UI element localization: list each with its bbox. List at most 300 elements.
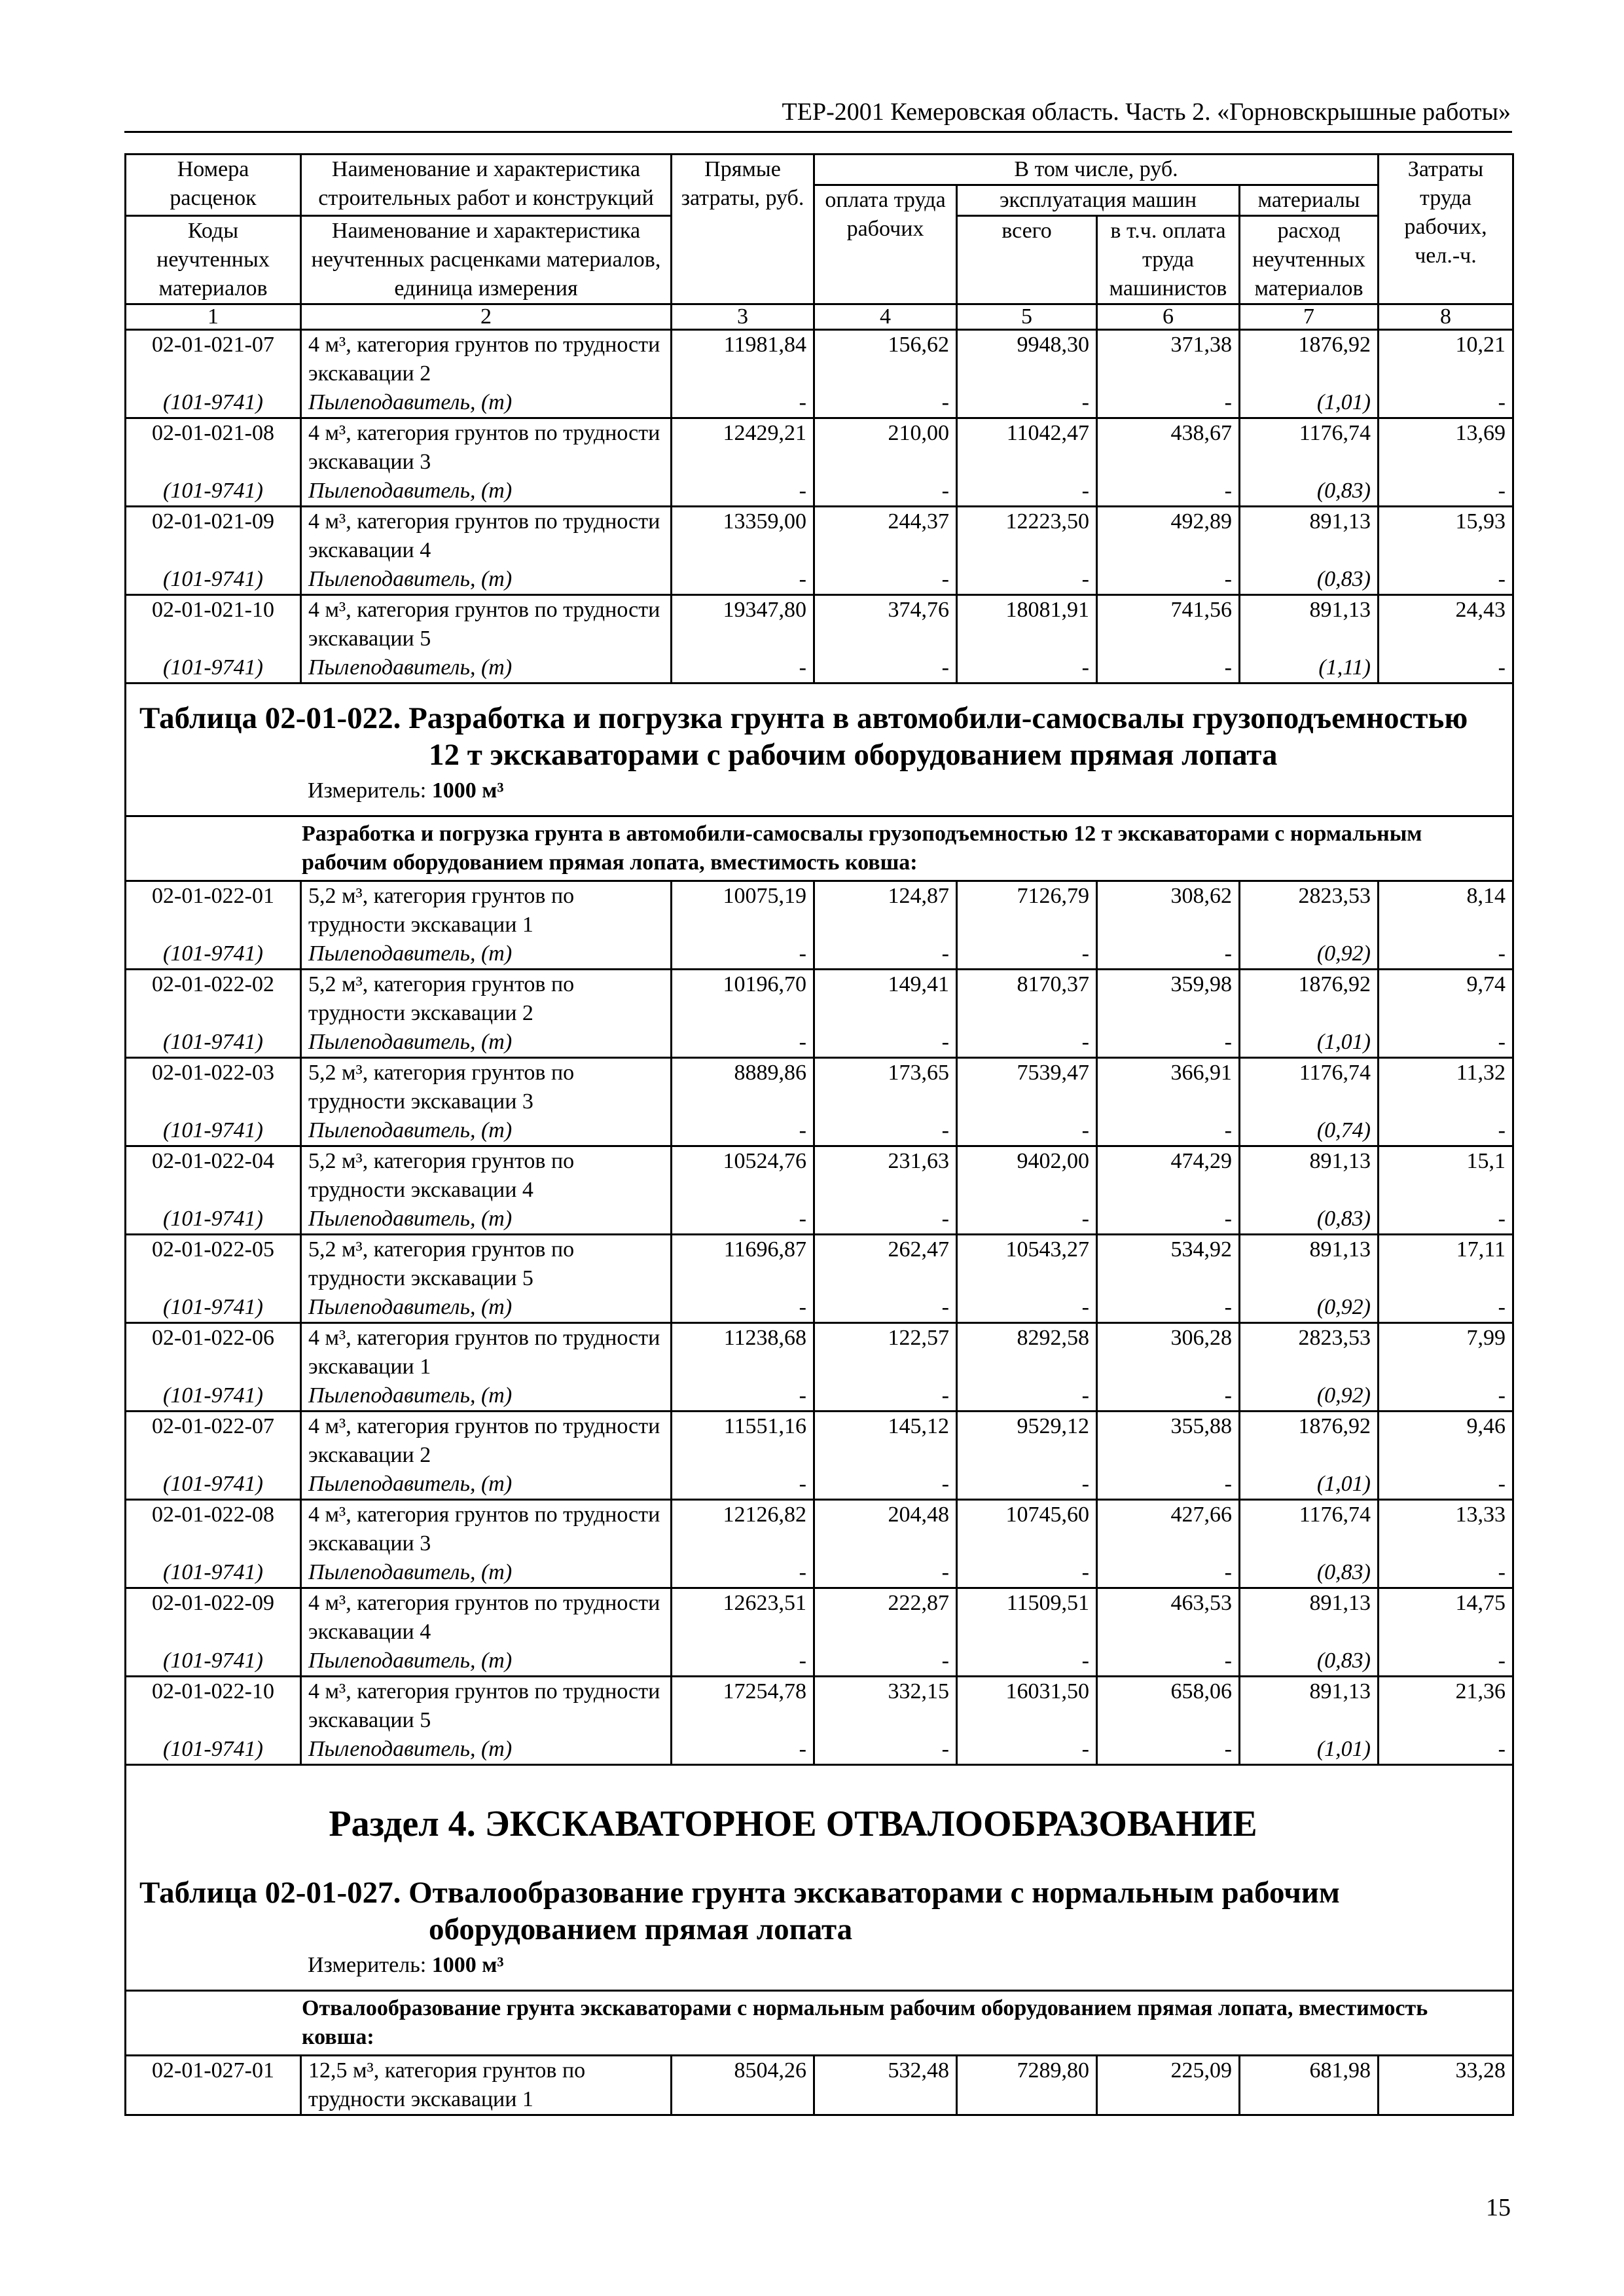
rate-code-cell: [126, 330, 301, 418]
rate-code-cell: [126, 1323, 301, 1412]
direct-costs: 8889,86: [734, 1061, 806, 1085]
rows-021: [126, 330, 1513, 683]
rate-code: 02-01-022-04: [152, 1149, 274, 1173]
materials-cost: 681,98: [1309, 2058, 1371, 2083]
worker-pay: 122,57: [888, 1326, 949, 1350]
section-4-row: [126, 1765, 1513, 1991]
rate-name-cell: [301, 881, 672, 970]
machinists-pay: 306,28: [1170, 1326, 1232, 1350]
empty-dash: -: [799, 1118, 806, 1142]
header-in-total: В том числе, руб.: [814, 155, 1379, 185]
material-name: Пылеподавитель, (т): [308, 1649, 513, 1673]
labor-hours-cell: [1379, 1677, 1513, 1765]
rate-name-cell: [301, 1323, 672, 1412]
rate-code: 02-01-022-08: [152, 1503, 274, 1527]
machines-total: 7126,79: [1017, 884, 1089, 908]
rate-name: 5,2 м³, категория грунтов по трудности экскавации 4: [308, 1149, 575, 1202]
materials-cost-cell: [1240, 1677, 1379, 1765]
rate-code: 02-01-021-08: [152, 421, 274, 445]
machines-total: 12223,50: [1005, 509, 1089, 534]
rate-code-cell: [126, 595, 301, 683]
labor-hours: 15,1: [1466, 1149, 1506, 1173]
materials-cost: 891,13: [1309, 1679, 1371, 1704]
worker-pay: 210,00: [888, 421, 949, 445]
table-022-group-row: [126, 816, 1513, 881]
machines-total: 7289,80: [1017, 2058, 1089, 2083]
empty-dash: -: [1224, 1649, 1232, 1673]
empty-dash: -: [1224, 1560, 1232, 1584]
material-name: Пылеподавитель, (т): [308, 1118, 513, 1142]
machines-total: 9402,00: [1017, 1149, 1089, 1173]
rows-022: [126, 881, 1513, 1765]
header-material-names: Наименование и характеристика неучтенных расценками материалов, единица измерения: [301, 216, 672, 304]
machines-total-cell: [957, 1235, 1097, 1323]
materials-cost: 2823,53: [1298, 1326, 1371, 1350]
material-quantity: (0,92): [1316, 1295, 1371, 1319]
worker-pay-cell: [814, 1677, 957, 1765]
empty-dash: -: [1498, 390, 1506, 414]
direct-costs: 12623,51: [723, 1591, 806, 1615]
rate-code: 02-01-022-06: [152, 1326, 274, 1350]
material-name: Пылеподавитель, (т): [308, 479, 513, 503]
worker-pay: 532,48: [888, 2058, 949, 2083]
header-direct-costs: Прямые затраты, руб.: [672, 155, 814, 304]
worker-pay-cell: [814, 1058, 957, 1146]
empty-dash: -: [1081, 1207, 1089, 1231]
material-quantity: (1,11): [1318, 655, 1371, 680]
rate-name: 4 м³, категория грунтов по трудности экскавации 5: [308, 1679, 660, 1732]
header-rate-numbers: Номера расценок: [126, 155, 301, 216]
rate-code-cell: [126, 1058, 301, 1146]
rate-code: 02-01-022-07: [152, 1414, 274, 1438]
direct-costs-cell: [672, 1588, 814, 1677]
empty-dash: -: [799, 1649, 806, 1673]
materials-cost-cell: [1240, 1058, 1379, 1146]
material-quantity: (1,01): [1316, 1472, 1371, 1496]
material-quantity: (1,01): [1316, 390, 1371, 414]
direct-costs-cell: [672, 595, 814, 683]
materials-cost-cell: [1240, 507, 1379, 595]
machinists-pay: 474,29: [1170, 1149, 1232, 1173]
machines-total-cell: [957, 1588, 1097, 1677]
machinists-pay: 308,62: [1170, 884, 1232, 908]
labor-hours: 8,14: [1466, 884, 1506, 908]
table-027-title: Таблица 02-01-027. Отвалообразование грунта экскаваторами с нормальным рабочим оборудованием прямая лопата: [139, 1876, 1340, 1946]
machinists-pay-cell: [1097, 418, 1240, 507]
machinists-pay-cell: [1097, 507, 1240, 595]
empty-dash: -: [1081, 1030, 1089, 1054]
machines-total: 11509,51: [1006, 1591, 1089, 1615]
direct-costs: 12429,21: [723, 421, 806, 445]
material-name: Пылеподавитель, (т): [308, 1030, 513, 1054]
machinists-pay-cell: [1097, 970, 1240, 1058]
empty-dash: -: [1498, 655, 1506, 680]
worker-pay-cell: [814, 595, 957, 683]
machines-total: 10543,27: [1005, 1237, 1089, 1262]
material-code: (101-9741): [163, 1030, 263, 1054]
rate-code-cell: [126, 507, 301, 595]
header-work-name: Наименование и характеристика строительных работ и конструкций: [301, 155, 672, 216]
section-4-block: [126, 1765, 1513, 1991]
worker-pay: 374,76: [888, 598, 949, 622]
direct-costs-cell: [672, 418, 814, 507]
labor-hours: 13,69: [1455, 421, 1506, 445]
worker-pay-cell: [814, 330, 957, 418]
direct-costs: 11238,68: [723, 1326, 806, 1350]
machines-total-cell: [957, 330, 1097, 418]
meter-value: 1000 м³: [431, 778, 504, 803]
labor-hours-cell: [1379, 418, 1513, 507]
direct-costs-cell: [672, 330, 814, 418]
rate-row: [126, 1677, 1513, 1765]
materials-cost: 891,13: [1309, 1149, 1371, 1173]
rate-code-cell: [126, 1412, 301, 1500]
empty-dash: -: [1081, 1560, 1089, 1584]
empty-dash: -: [1081, 1649, 1089, 1673]
rate-name: 5,2 м³, категория грунтов по трудности экскавации 5: [308, 1237, 575, 1290]
empty-dash: -: [1081, 567, 1089, 591]
worker-pay-cell: [814, 2056, 957, 2115]
worker-pay-cell: [814, 1500, 957, 1588]
empty-dash: -: [1224, 655, 1232, 680]
machinists-pay: 492,89: [1170, 509, 1232, 534]
column-index: 4: [814, 304, 957, 330]
machinists-pay: 371,38: [1170, 333, 1232, 357]
material-name: Пылеподавитель, (т): [308, 390, 513, 414]
header-material-consumption: расход неучтенных материалов: [1240, 216, 1379, 304]
table-027-meter: [139, 1952, 1499, 1979]
rate-row: [126, 1588, 1513, 1677]
labor-hours-cell: [1379, 1323, 1513, 1412]
rate-row: [126, 1500, 1513, 1588]
worker-pay-cell: [814, 1146, 957, 1235]
machinists-pay: 658,06: [1170, 1679, 1232, 1704]
labor-hours: 9,74: [1466, 972, 1506, 996]
empty-dash: -: [799, 655, 806, 680]
rate-name: 4 м³, категория грунтов по трудности экскавации 3: [308, 421, 660, 474]
column-index: 7: [1240, 304, 1379, 330]
empty-dash: -: [1081, 1737, 1089, 1761]
material-name: Пылеподавитель, (т): [308, 1207, 513, 1231]
direct-costs: 13359,00: [723, 509, 806, 534]
labor-hours-cell: [1379, 1146, 1513, 1235]
labor-hours: 21,36: [1455, 1679, 1506, 1704]
rate-name-cell: [301, 507, 672, 595]
material-code: (101-9741): [163, 941, 263, 966]
material-name: Пылеподавитель, (т): [308, 1737, 513, 1761]
rate-name: 4 м³, категория грунтов по трудности экскавации 5: [308, 598, 660, 651]
empty-dash: -: [941, 1560, 949, 1584]
table-027-group-title: Отвалообразование грунта экскаваторами с нормальным рабочим оборудованием прямая лопата, вместимость ковша:: [126, 1991, 1513, 2056]
material-quantity: (0,83): [1316, 1560, 1371, 1584]
rate-row: [126, 507, 1513, 595]
rate-code: 02-01-022-02: [152, 972, 274, 996]
worker-pay: 244,37: [888, 509, 949, 534]
empty-dash: -: [941, 1295, 949, 1319]
rate-row: [126, 418, 1513, 507]
empty-dash: -: [1498, 1649, 1506, 1673]
rate-name-cell: [301, 330, 672, 418]
rate-row: [126, 970, 1513, 1058]
direct-costs: 10196,70: [723, 972, 806, 996]
direct-costs-cell: [672, 1677, 814, 1765]
empty-dash: -: [1498, 1295, 1506, 1319]
materials-cost-cell: [1240, 595, 1379, 683]
rate-code-cell: [126, 970, 301, 1058]
worker-pay-cell: [814, 1235, 957, 1323]
labor-hours-cell: [1379, 1058, 1513, 1146]
direct-costs-cell: [672, 1146, 814, 1235]
empty-dash: -: [799, 1472, 806, 1496]
material-quantity: (1,01): [1316, 1030, 1371, 1054]
machines-total-cell: [957, 1323, 1097, 1412]
rate-name-cell: [301, 595, 672, 683]
material-name: Пылеподавитель, (т): [308, 1295, 513, 1319]
materials-cost-cell: [1240, 1412, 1379, 1500]
direct-costs: 11551,16: [723, 1414, 806, 1438]
materials-cost-cell: [1240, 418, 1379, 507]
rate-name-cell: [301, 1588, 672, 1677]
material-quantity: (0,83): [1316, 1649, 1371, 1673]
materials-cost: 1876,92: [1298, 333, 1371, 357]
materials-cost-cell: [1240, 970, 1379, 1058]
meter-label: Измеритель:: [308, 778, 427, 803]
machines-total-cell: [957, 507, 1097, 595]
machines-total-cell: [957, 1146, 1097, 1235]
machinists-pay-cell: [1097, 1323, 1240, 1412]
empty-dash: -: [799, 1207, 806, 1231]
machinists-pay-cell: [1097, 1058, 1240, 1146]
rate-name-cell: [301, 1677, 672, 1765]
machinists-pay: 463,53: [1170, 1591, 1232, 1615]
labor-hours: 9,46: [1466, 1414, 1506, 1438]
column-index: 3: [672, 304, 814, 330]
empty-dash: -: [1498, 567, 1506, 591]
material-quantity: (0,83): [1316, 1207, 1371, 1231]
rate-code-cell: [126, 418, 301, 507]
rate-row: [126, 2056, 1513, 2115]
empty-dash: -: [799, 1383, 806, 1408]
materials-cost: 1876,92: [1298, 1414, 1371, 1438]
empty-dash: -: [1081, 1472, 1089, 1496]
machines-total-cell: [957, 970, 1097, 1058]
rate-row: [126, 1323, 1513, 1412]
empty-dash: -: [941, 1737, 949, 1761]
empty-dash: -: [799, 941, 806, 966]
labor-hours-cell: [1379, 1235, 1513, 1323]
rate-name: 4 м³, категория грунтов по трудности экскавации 3: [308, 1503, 660, 1556]
rows-027: [126, 2056, 1513, 2115]
worker-pay: 145,12: [888, 1414, 949, 1438]
rate-code-cell: [126, 1146, 301, 1235]
material-name: Пылеподавитель, (т): [308, 567, 513, 591]
labor-hours-cell: [1379, 595, 1513, 683]
direct-costs: 11696,87: [723, 1237, 806, 1262]
machines-total-cell: [957, 881, 1097, 970]
empty-dash: -: [1498, 1472, 1506, 1496]
material-code: (101-9741): [163, 1737, 263, 1761]
rate-row: [126, 330, 1513, 418]
table-022-heading-row: [126, 683, 1513, 816]
worker-pay: 222,87: [888, 1591, 949, 1615]
machines-total: 16031,50: [1005, 1679, 1089, 1704]
direct-costs: 19347,80: [723, 598, 806, 622]
rate-name: 5,2 м³, категория грунтов по трудности экскавации 1: [308, 884, 575, 937]
material-name: Пылеподавитель, (т): [308, 1383, 513, 1408]
empty-dash: -: [941, 567, 949, 591]
labor-hours-cell: [1379, 2056, 1513, 2115]
material-quantity: (1,01): [1316, 1737, 1371, 1761]
material-code: (101-9741): [163, 1295, 263, 1319]
materials-cost-cell: [1240, 1500, 1379, 1588]
material-code: (101-9741): [163, 1560, 263, 1584]
empty-dash: -: [1081, 941, 1089, 966]
empty-dash: -: [799, 1030, 806, 1054]
empty-dash: -: [1081, 390, 1089, 414]
material-code: (101-9741): [163, 390, 263, 414]
empty-dash: -: [1498, 1383, 1506, 1408]
running-header: ТЕР-2001 Кемеровская область. Часть 2. «Горновскрышные работы»: [782, 98, 1511, 126]
material-code: (101-9741): [163, 1118, 263, 1142]
material-quantity: (0,92): [1316, 1383, 1371, 1408]
machinists-pay-cell: [1097, 1677, 1240, 1765]
material-code: (101-9741): [163, 1649, 263, 1673]
materials-cost: 1176,74: [1299, 421, 1371, 445]
empty-dash: -: [1081, 479, 1089, 503]
empty-dash: -: [1224, 390, 1232, 414]
worker-pay: 124,87: [888, 884, 949, 908]
labor-hours: 17,11: [1456, 1237, 1506, 1262]
column-index: 5: [957, 304, 1097, 330]
rate-code-cell: [126, 2056, 301, 2115]
direct-costs: 11981,84: [723, 333, 806, 357]
labor-hours-cell: [1379, 1500, 1513, 1588]
machines-total-cell: [957, 1412, 1097, 1500]
header-worker-pay: оплата труда рабочих: [814, 185, 957, 304]
rate-code: 02-01-027-01: [152, 2058, 274, 2083]
labor-hours: 11,32: [1456, 1061, 1506, 1085]
rate-name-cell: [301, 970, 672, 1058]
worker-pay-cell: [814, 418, 957, 507]
machines-total-cell: [957, 595, 1097, 683]
rate-code: 02-01-022-01: [152, 884, 274, 908]
direct-costs-cell: [672, 970, 814, 1058]
worker-pay: 156,62: [888, 333, 949, 357]
direct-costs: 10075,19: [723, 884, 806, 908]
rate-name: 5,2 м³, категория грунтов по трудности экскавации 3: [308, 1061, 575, 1114]
empty-dash: -: [1224, 1207, 1232, 1231]
machines-total: 9529,12: [1017, 1414, 1089, 1438]
labor-hours-cell: [1379, 507, 1513, 595]
labor-hours: 24,43: [1455, 598, 1506, 622]
materials-cost-cell: [1240, 1146, 1379, 1235]
header-machines: эксплуатация машин: [957, 185, 1240, 216]
rate-name: 4 м³, категория грунтов по трудности экскавации 2: [308, 1414, 660, 1467]
empty-dash: -: [1498, 479, 1506, 503]
worker-pay-cell: [814, 970, 957, 1058]
machinists-pay-cell: [1097, 2056, 1240, 2115]
direct-costs: 12126,82: [723, 1503, 806, 1527]
worker-pay: 149,41: [888, 972, 949, 996]
table-022-group-title: Разработка и погрузка грунта в автомобили-самосвалы грузоподъемностью 12 т экскаваторами с нормальным рабочим оборудованием прямая лопата, вместимость ковша:: [126, 816, 1513, 881]
direct-costs: 8504,26: [734, 2058, 806, 2083]
empty-dash: -: [941, 1030, 949, 1054]
empty-dash: -: [1224, 567, 1232, 591]
machinists-pay-cell: [1097, 881, 1240, 970]
column-index: 6: [1097, 304, 1240, 330]
materials-cost: 1176,74: [1299, 1503, 1371, 1527]
machines-total-cell: [957, 418, 1097, 507]
empty-dash: -: [1081, 1383, 1089, 1408]
empty-dash: -: [1081, 1295, 1089, 1319]
materials-cost-cell: [1240, 2056, 1379, 2115]
material-code: (101-9741): [163, 1207, 263, 1231]
empty-dash: -: [1224, 1295, 1232, 1319]
empty-dash: -: [799, 1737, 806, 1761]
empty-dash: -: [1224, 1118, 1232, 1142]
empty-dash: -: [1224, 941, 1232, 966]
empty-dash: -: [941, 1383, 949, 1408]
empty-dash: -: [1081, 1118, 1089, 1142]
materials-cost: 1876,92: [1298, 972, 1371, 996]
header-machines-total: всего: [957, 216, 1097, 304]
material-name: Пылеподавитель, (т): [308, 941, 513, 966]
direct-costs-cell: [672, 2056, 814, 2115]
rate-name: 4 м³, категория грунтов по трудности экскавации 4: [308, 509, 660, 562]
material-name: Пылеподавитель, (т): [308, 1560, 513, 1584]
empty-dash: -: [1498, 1118, 1506, 1142]
rate-name-cell: [301, 1235, 672, 1323]
machinists-pay: 355,88: [1170, 1414, 1232, 1438]
empty-dash: -: [1498, 1207, 1506, 1231]
material-quantity: (0,74): [1316, 1118, 1371, 1142]
rate-row: [126, 1058, 1513, 1146]
machinists-pay: 438,67: [1170, 421, 1232, 445]
machinists-pay: 741,56: [1170, 598, 1232, 622]
material-quantity: (0,92): [1316, 941, 1371, 966]
materials-cost-cell: [1240, 881, 1379, 970]
table-022-heading: [126, 683, 1513, 816]
direct-costs-cell: [672, 507, 814, 595]
direct-costs-cell: [672, 1500, 814, 1588]
empty-dash: -: [1224, 1737, 1232, 1761]
table-022-meter: [139, 777, 1499, 805]
empty-dash: -: [799, 1560, 806, 1584]
column-index-row: [126, 304, 1513, 330]
empty-dash: -: [941, 1207, 949, 1231]
machinists-pay: 225,09: [1170, 2058, 1232, 2083]
rate-name-cell: [301, 1058, 672, 1146]
header-rule: [124, 131, 1512, 133]
column-index: 2: [301, 304, 672, 330]
labor-hours-cell: [1379, 970, 1513, 1058]
machines-total: 11042,47: [1006, 421, 1089, 445]
material-name: Пылеподавитель, (т): [308, 655, 513, 680]
material-quantity: (0,83): [1316, 479, 1371, 503]
machines-total-cell: [957, 2056, 1097, 2115]
machines-total: 9948,30: [1017, 333, 1089, 357]
header-labor-hours: Затраты труда рабочих, чел.-ч.: [1379, 155, 1513, 304]
materials-cost: 891,13: [1309, 1237, 1371, 1262]
worker-pay-cell: [814, 1588, 957, 1677]
materials-cost: 1176,74: [1299, 1061, 1371, 1085]
machines-total-cell: [957, 1058, 1097, 1146]
machinists-pay: 534,92: [1170, 1237, 1232, 1262]
header-materials: материалы: [1240, 185, 1379, 216]
empty-dash: -: [799, 567, 806, 591]
direct-costs-cell: [672, 881, 814, 970]
empty-dash: -: [941, 1472, 949, 1496]
